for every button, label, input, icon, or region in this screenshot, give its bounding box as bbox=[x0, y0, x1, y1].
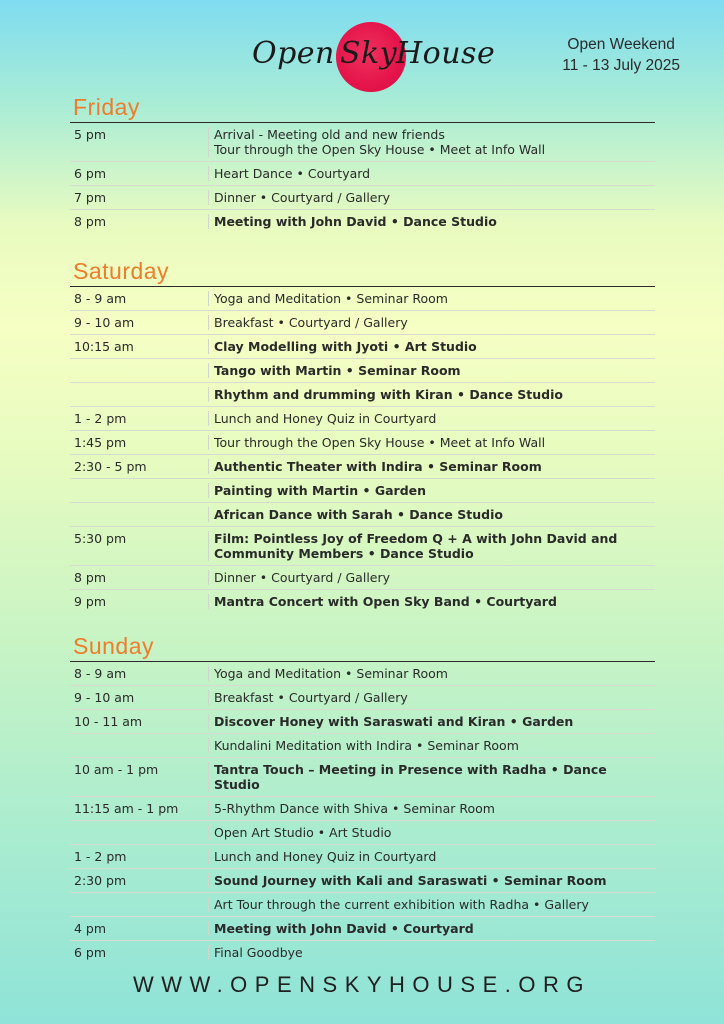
activity-line: Yoga and Meditation • Seminar Room bbox=[214, 291, 448, 306]
activity-cell bbox=[209, 387, 655, 402]
activity-line: Yoga and Meditation • Seminar Room bbox=[214, 666, 448, 681]
time-cell: 2:30 pm bbox=[70, 873, 209, 888]
schedule-row bbox=[70, 821, 655, 845]
activity-cell bbox=[209, 127, 655, 157]
schedule-row bbox=[70, 335, 655, 359]
time-cell: 5:30 pm bbox=[70, 531, 209, 561]
activity-line: Dinner • Courtyard / Gallery bbox=[214, 190, 391, 205]
schedule-row bbox=[70, 210, 655, 233]
schedule-row bbox=[70, 186, 655, 210]
logo-word-open: Open bbox=[252, 36, 335, 71]
time-cell: 1:45 pm bbox=[70, 435, 209, 450]
activity-cell bbox=[209, 849, 655, 864]
activity-cell bbox=[209, 945, 655, 960]
activity-line: Tango with Martin • Seminar Room bbox=[214, 363, 461, 378]
schedule-row bbox=[70, 917, 655, 941]
activity-line: Dinner • Courtyard / Gallery bbox=[214, 570, 391, 585]
time-cell: 9 - 10 am bbox=[70, 315, 209, 330]
schedule-row bbox=[70, 311, 655, 335]
activity-cell bbox=[209, 570, 655, 585]
activity-line: Tour through the Open Sky House • Meet at Info Wall bbox=[214, 435, 546, 450]
time-cell: 8 pm bbox=[70, 570, 209, 585]
schedule-row bbox=[70, 162, 655, 186]
activity-line: Film: Pointless Joy of Freedom Q + A with John David and bbox=[214, 531, 618, 546]
time-cell bbox=[70, 507, 209, 522]
time-cell: 10 am - 1 pm bbox=[70, 762, 209, 792]
activity-cell bbox=[209, 801, 655, 816]
day-section-friday bbox=[70, 92, 655, 233]
activity-line: Breakfast • Courtyard / Gallery bbox=[214, 315, 408, 330]
schedule-row bbox=[70, 797, 655, 821]
activity-line: Breakfast • Courtyard / Gallery bbox=[214, 690, 408, 705]
time-cell bbox=[70, 825, 209, 840]
logo-word-sky: Sky bbox=[340, 36, 398, 71]
time-cell: 10:15 am bbox=[70, 339, 209, 354]
activity-cell bbox=[209, 291, 655, 306]
footer-website: WWW.OPENSKYHOUSE.ORG bbox=[132, 972, 592, 997]
logo-word-house: House bbox=[396, 36, 496, 71]
activity-line: African Dance with Sarah • Dance Studio bbox=[214, 507, 503, 522]
time-cell: 4 pm bbox=[70, 921, 209, 936]
logo bbox=[252, 22, 502, 92]
activity-cell bbox=[209, 531, 655, 561]
schedule-row bbox=[70, 662, 655, 686]
activity-cell bbox=[209, 363, 655, 378]
activity-cell bbox=[209, 166, 655, 181]
schedule-table bbox=[70, 662, 655, 964]
activity-line: Arrival - Meeting old and new friends bbox=[214, 127, 445, 142]
schedule-row bbox=[70, 941, 655, 964]
activity-cell bbox=[209, 714, 655, 729]
activity-cell bbox=[209, 738, 655, 753]
schedule-row bbox=[70, 455, 655, 479]
time-cell bbox=[70, 738, 209, 753]
day-title: Sunday bbox=[70, 631, 655, 662]
activity-line: Lunch and Honey Quiz in Courtyard bbox=[214, 411, 437, 426]
activity-cell bbox=[209, 507, 655, 522]
activity-line: Rhythm and drumming with Kiran • Dance Studio bbox=[214, 387, 563, 402]
activity-line: Art Tour through the current exhibition with Radha • Gallery bbox=[214, 897, 589, 912]
activity-line: 5-Rhythm Dance with Shiva • Seminar Room bbox=[214, 801, 495, 816]
schedule-row bbox=[70, 845, 655, 869]
time-cell bbox=[70, 483, 209, 498]
activity-cell bbox=[209, 690, 655, 705]
schedule-row bbox=[70, 287, 655, 311]
activity-line: Heart Dance • Courtyard bbox=[214, 166, 371, 181]
activity-line: Meeting with John David • Dance Studio bbox=[214, 214, 497, 229]
activity-cell bbox=[209, 483, 655, 498]
schedule-row bbox=[70, 479, 655, 503]
time-cell bbox=[70, 363, 209, 378]
time-cell: 1 - 2 pm bbox=[70, 849, 209, 864]
activity-cell bbox=[209, 459, 655, 474]
schedule-row bbox=[70, 359, 655, 383]
activity-cell bbox=[209, 594, 655, 609]
activity-line: Tour through the Open Sky House • Meet at Info Wall bbox=[214, 142, 546, 157]
schedule-row bbox=[70, 383, 655, 407]
activity-cell bbox=[209, 435, 655, 450]
schedule-row bbox=[70, 686, 655, 710]
schedule-row bbox=[70, 758, 655, 797]
schedule-row bbox=[70, 893, 655, 917]
activity-line: Mantra Concert with Open Sky Band • Courtyard bbox=[214, 594, 557, 609]
schedule-row bbox=[70, 503, 655, 527]
time-cell: 9 - 10 am bbox=[70, 690, 209, 705]
time-cell: 11:15 am - 1 pm bbox=[70, 801, 209, 816]
activity-line: Open Art Studio • Art Studio bbox=[214, 825, 392, 840]
activity-cell bbox=[209, 214, 655, 229]
activity-cell bbox=[209, 339, 655, 354]
schedule-table bbox=[70, 287, 655, 613]
activity-line: Community Members • Dance Studio bbox=[214, 546, 474, 561]
activity-line: Lunch and Honey Quiz in Courtyard bbox=[214, 849, 437, 864]
day-section-sunday bbox=[70, 631, 655, 964]
activity-line: Sound Journey with Kali and Saraswati • Seminar Room bbox=[214, 873, 607, 888]
time-cell: 6 pm bbox=[70, 166, 209, 181]
time-cell: 8 - 9 am bbox=[70, 666, 209, 681]
time-cell bbox=[70, 387, 209, 402]
day-title: Friday bbox=[70, 92, 655, 123]
schedule-row bbox=[70, 407, 655, 431]
schedule-row bbox=[70, 710, 655, 734]
schedule-row bbox=[70, 869, 655, 893]
activity-line: Tantra Touch – Meeting in Presence with Radha • Dance Studio bbox=[214, 762, 607, 792]
time-cell: 6 pm bbox=[70, 945, 209, 960]
activity-line: Authentic Theater with Indira • Seminar Room bbox=[214, 459, 542, 474]
schedule-table bbox=[70, 123, 655, 233]
schedule-row bbox=[70, 590, 655, 613]
activity-line: Kundalini Meditation with Indira • Seminar Room bbox=[214, 738, 519, 753]
schedule-row bbox=[70, 527, 655, 566]
activity-line: Discover Honey with Saraswati and Kiran • Garden bbox=[214, 714, 574, 729]
activity-cell bbox=[209, 825, 655, 840]
schedule-row bbox=[70, 123, 655, 162]
time-cell: 7 pm bbox=[70, 190, 209, 205]
activity-cell bbox=[209, 873, 655, 888]
time-cell: 1 - 2 pm bbox=[70, 411, 209, 426]
time-cell: 10 - 11 am bbox=[70, 714, 209, 729]
activity-line: Clay Modelling with Jyoti • Art Studio bbox=[214, 339, 477, 354]
time-cell: 8 - 9 am bbox=[70, 291, 209, 306]
event-title: Open Weekend bbox=[567, 36, 675, 53]
time-cell: 9 pm bbox=[70, 594, 209, 609]
time-cell: 2:30 - 5 pm bbox=[70, 459, 209, 474]
activity-line: Meeting with John David • Courtyard bbox=[214, 921, 474, 936]
time-cell bbox=[70, 897, 209, 912]
activity-cell bbox=[209, 666, 655, 681]
day-section-saturday bbox=[70, 256, 655, 613]
schedule-row bbox=[70, 431, 655, 455]
time-cell: 8 pm bbox=[70, 214, 209, 229]
event-header bbox=[562, 34, 680, 76]
time-cell: 5 pm bbox=[70, 127, 209, 157]
activity-cell bbox=[209, 762, 655, 792]
activity-line: Painting with Martin • Garden bbox=[214, 483, 427, 498]
schedule-row bbox=[70, 566, 655, 590]
activity-cell bbox=[209, 411, 655, 426]
activity-line: Final Goodbye bbox=[214, 945, 303, 960]
activity-cell bbox=[209, 315, 655, 330]
activity-cell bbox=[209, 897, 655, 912]
schedule-row bbox=[70, 734, 655, 758]
event-dates: 11 - 13 July 2025 bbox=[562, 57, 680, 74]
activity-cell bbox=[209, 921, 655, 936]
day-title: Saturday bbox=[70, 256, 655, 287]
activity-cell bbox=[209, 190, 655, 205]
